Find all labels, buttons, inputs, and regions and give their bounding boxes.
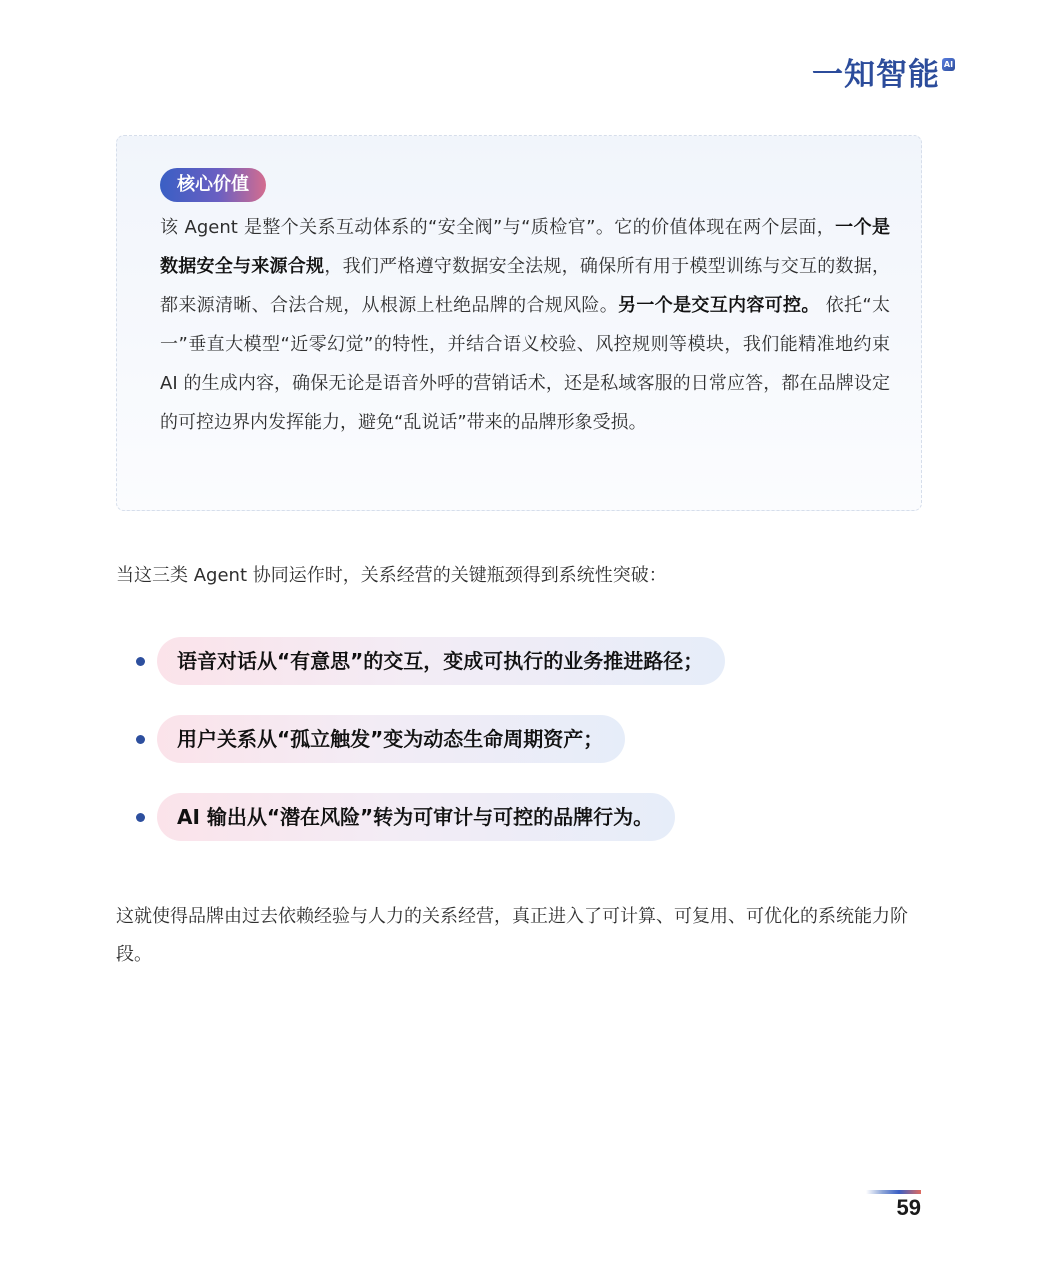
list-item bbox=[130, 637, 725, 685]
core-text-segment: 依托“太一”垂直大模型“近零幻觉”的特性，并结合语义校验、风控规则等模块，我们能精准地约束 AI 的生成内容，确保无论是语音外呼的营销话术，还是私域客服的日常应答，都在品牌设定的可控边界内发挥能力，避免“乱说话”带来的品牌形象受损。 bbox=[160, 294, 890, 433]
list-item bbox=[130, 715, 725, 763]
core-text-segment: ，我们严格遵守数据安全法规，确保所有用于模型训练与交互的数据，都来源清晰、合法合规，从根源上杜绝品牌的合规风险。 bbox=[160, 255, 891, 316]
core-value-badge: 核心价值 bbox=[160, 168, 266, 202]
bullet-dot-icon bbox=[136, 735, 145, 744]
brand-logo bbox=[812, 56, 955, 94]
logo-mark-icon: AI bbox=[943, 60, 954, 69]
page-number-bar bbox=[866, 1190, 921, 1194]
logo-text: 一知智能 bbox=[812, 57, 940, 93]
list-item bbox=[130, 793, 725, 841]
intro-paragraph: 当这三类 Agent 协同运作时，关系经营的关键瓶颈得到系统性突破： bbox=[116, 565, 667, 586]
core-value-text bbox=[160, 209, 890, 442]
core-text-emphasis: 一个是数据安全与来源合规 bbox=[160, 217, 890, 277]
closing-paragraph: 这就使得品牌由过去依赖经验与人力的关系经营，真正进入了可计算、可复用、可优化的系统能力阶段。 bbox=[116, 906, 908, 965]
bullet-text: 语音对话从“有意思”的交互，变成可执行的业务推进路径； bbox=[157, 637, 725, 685]
bullet-list bbox=[130, 637, 725, 871]
core-text-emphasis: 另一个是交互内容可控。 bbox=[618, 294, 820, 316]
bullet-dot-icon bbox=[136, 657, 145, 666]
page-number: 59 bbox=[896, 1195, 921, 1220]
core-value-box bbox=[116, 135, 922, 511]
bullet-dot-icon bbox=[136, 813, 145, 822]
core-text-segment: 该 Agent 是整个关系互动体系的“安全阀”与“质检官”。它的价值体现在两个层面， bbox=[160, 217, 836, 238]
bullet-text: AI 输出从“潜在风险”转为可审计与可控的品牌行为。 bbox=[157, 793, 675, 841]
bullet-text: 用户关系从“孤立触发”变为动态生命周期资产； bbox=[157, 715, 625, 763]
